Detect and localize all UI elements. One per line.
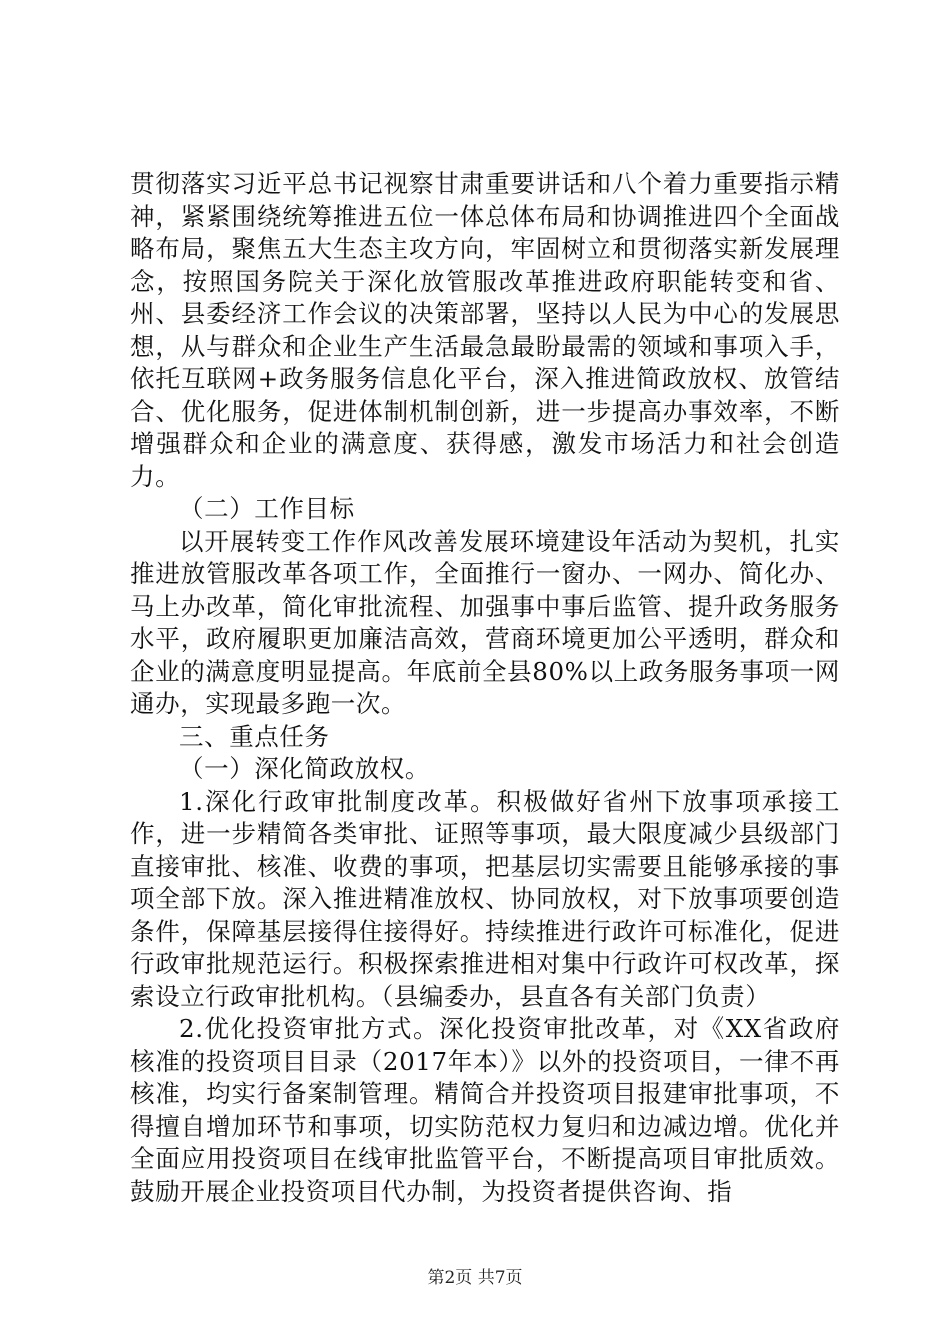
- page-footer: 第2页 共7页: [427, 1268, 523, 1288]
- paragraph-approval-reform: 1.深化行政审批制度改革。积极做好省州下放事项承接工作，进一步精简各类审批、证照等事项，最大限度减少县级部门直接审批、核准、收费的事项，把基层切实需要且能够承接的事项全部下放。深入推进精准放权、协同放权，对下放事项要创造条件，保障基层接得住接得好。持续推进行政许可标准化，促进行政审批规范运行。积极探索推进相对集中行政许可权改革，探索设立行政审批机构。（县编委办，县直各有关部门负责）: [130, 786, 840, 1011]
- paragraph-work-goals: 以开展转变工作作风改善发展环境建设年活动为契机，扎实推进放管服改革各项工作，全面推行一窗办、一网办、简化办、马上办改革，简化审批流程、加强事中事后监管、提升政务服务水平，政府履职更加廉洁高效，营商环境更加公平透明，群众和企业的满意度明显提高。年底前全县80%以上政务服务事项一网通办，实现最多跑一次。: [130, 526, 840, 718]
- heading-key-tasks: 三、重点任务: [179, 721, 330, 751]
- paragraph-guiding-principle: 贯彻落实习近平总书记视察甘肃重要讲话和八个着力重要指示精神，紧紧围绕统筹推进五位一体总体布局和协调推进四个全面战略布局，聚焦五大生态主攻方向，牢固树立和贯彻落实新发展理念，按照国务院关于深化放管服改革推进政府职能转变和省、州、县委经济工作会议的决策部署，坚持以人民为中心的发展思想，从与群众和企业生产生活最急最盼最需的领域和事项入手，依托互联网+政务服务信息化平台，深入推进简政放权、放管结合、优化服务，促进体制机制创新，进一步提高办事效率，不断增强群众和企业的满意度、获得感，激发市场活力和社会创造力。: [130, 169, 840, 491]
- heading-streamline-administration: （一）深化简政放权。: [179, 754, 430, 783]
- document-body: [130, 168, 840, 1208]
- paragraph-investment-approval: 2.优化投资审批方式。深化投资审批改革，对《XX省政府核准的投资项目目录（2017年本）》以外的投资项目，一律不再核准，均实行备案制管理。精简合并投资项目报建审批事项，不得擅自增加环节和事项，切实防范权力复归和边减边增。优化并全面应用投资项目在线审批监管平台，不断提高项目审批质效。鼓励开展企业投资项目代办制，为投资者提供咨询、指: [130, 1014, 840, 1206]
- heading-work-goals: （二）工作目标: [179, 494, 355, 523]
